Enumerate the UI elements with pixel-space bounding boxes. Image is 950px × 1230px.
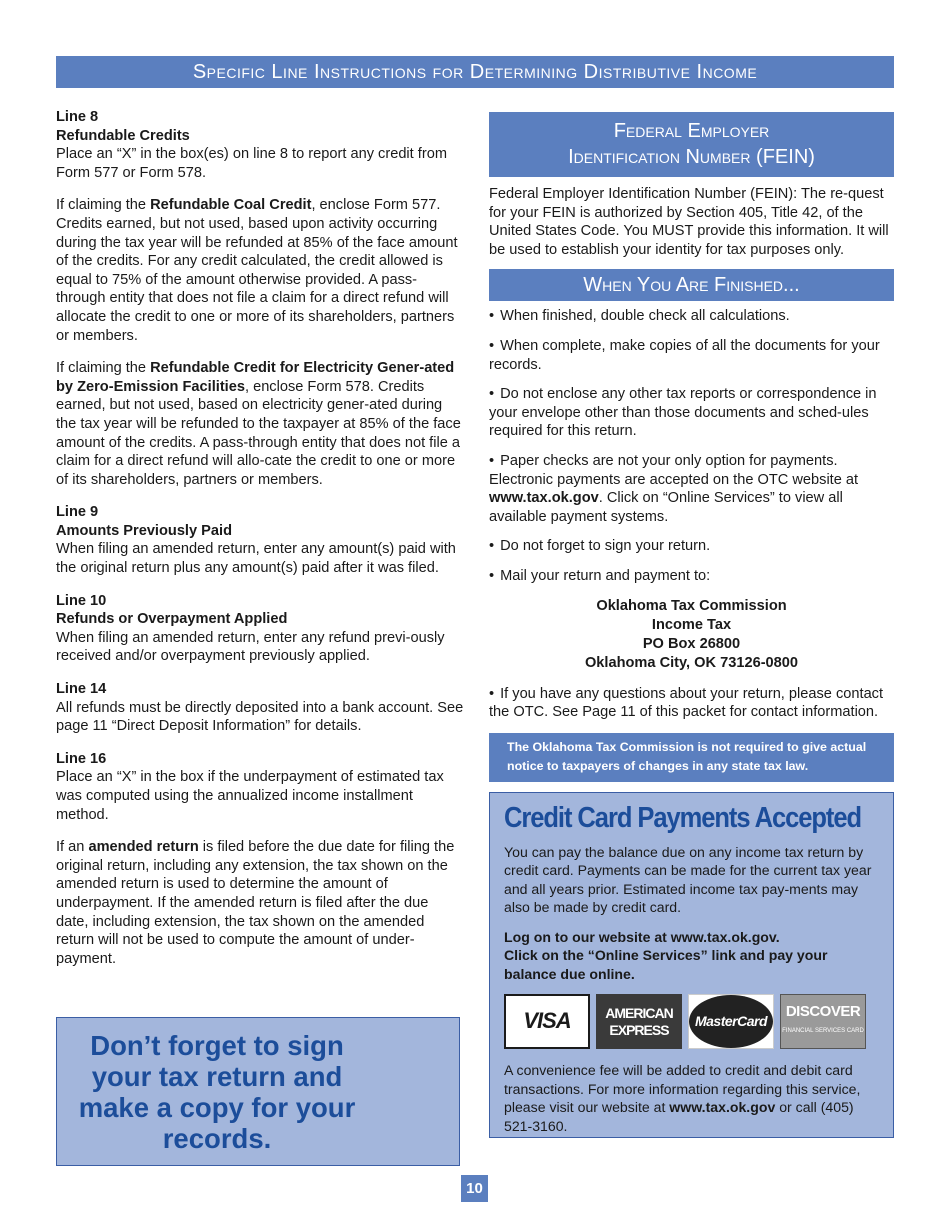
credit-card-intro: You can pay the balance due on any income tax return by credit card. Payments can be made for the current tax year and all years prior. Estimated income tax pay-ments may also be made by credit card. xyxy=(504,843,872,916)
bullet-glyph: • xyxy=(489,567,495,584)
credit-card-instructions xyxy=(504,928,879,984)
bullet-glyph: • xyxy=(489,308,495,325)
address-line: PO Box 26800 xyxy=(642,635,741,652)
discover-text: DISCOVER xyxy=(785,1003,861,1021)
amended-bold: amended return xyxy=(88,839,199,856)
bullet-glyph: • xyxy=(489,685,495,702)
credit-card-title: Credit Card Payments Accepted xyxy=(504,801,862,834)
visa-text: VISA xyxy=(523,1008,571,1034)
amended-post: is filed before the due date for filing the original return, including any extension, the tax shown on the amended return is used to determine the amount of underpayment. If the amended return is filed after the due date, including extension, the tax shown on the amended return will not be used to compute the amount of under-payment. xyxy=(56,839,455,967)
coal-credit-paragraph xyxy=(56,196,464,345)
amex-text-2: EXPRESS xyxy=(609,1021,669,1038)
fein-header xyxy=(489,112,894,177)
amended-pre: If an xyxy=(56,839,89,856)
bullet-text: When complete, make copies of all the documents for your records. xyxy=(489,337,880,373)
bullet-glyph: • xyxy=(489,538,495,555)
line-10-text: When filing an amended return, enter any refund previ-ously received and/or overpayment previously applied. xyxy=(56,629,445,665)
zero-emission-paragraph xyxy=(56,359,464,489)
line-9-section xyxy=(56,503,464,577)
mail-bullet-text: Mail your return and payment to: xyxy=(500,567,711,584)
line-16-section xyxy=(56,750,464,824)
bullet-text: Do not enclose any other tax reports or correspondence in your envelope other than those documents and sched-ules required for this return. xyxy=(489,386,877,440)
card-logos xyxy=(504,994,879,1049)
amended-return-paragraph xyxy=(56,838,464,968)
payments-post: . Click on “Online Services” to view all available payment systems. xyxy=(489,490,843,525)
line-9-title: Amounts Previously Paid xyxy=(56,522,232,539)
line-9-text: When filing an amended return, enter any amount(s) paid with the original return plus any amount(s) paid after it was filed. xyxy=(56,541,456,577)
finished-header: When You Are Finished... xyxy=(489,269,894,301)
zero-pre: If claiming the xyxy=(56,360,151,377)
coal-bold: Refundable Coal Credit xyxy=(150,197,312,214)
right-column xyxy=(489,112,894,1138)
mastercard-circle xyxy=(689,995,773,1048)
payments-pre: Paper checks are not your only option for payments. Electronic payments are accepted on the OTC website at xyxy=(489,452,859,488)
fee-pre: A convenience fee will be added to credit and debit card transactions. For more information regarding this service, please visit our website at xyxy=(504,1062,861,1116)
line-14-number: Line 14 xyxy=(56,681,107,698)
bullet-item xyxy=(489,685,894,722)
convenience-fee-text xyxy=(504,1061,879,1135)
fein-header-line-2: Identification Number (FEIN) xyxy=(568,146,815,168)
bullet-item xyxy=(489,307,894,326)
line-10-section xyxy=(56,592,464,666)
sign-bullet-text: Do not forget to sign your return. xyxy=(500,538,711,555)
left-column xyxy=(56,108,464,982)
zero-bold: Refundable Credit for Electricity Gener-ated by Zero-Emission Facilities xyxy=(56,360,455,395)
address-line: Oklahoma Tax Commission xyxy=(596,597,787,614)
credit-card-box xyxy=(489,792,894,1138)
bullet-item xyxy=(489,567,894,586)
tax-law-notice: The Oklahoma Tax Commission is not required to give actual notice to taxpayers of changes in any state tax law. xyxy=(489,733,894,782)
fein-header-line-1: Federal Employer xyxy=(613,120,770,142)
line-16-text: Place an “X” in the box if the underpayment of estimated tax was computed using the annualized income installment method. xyxy=(56,769,444,823)
line-8-number: Line 8 xyxy=(56,109,99,125)
bullet-glyph: • xyxy=(489,337,495,354)
bullet-item xyxy=(489,537,894,556)
payments-website: www.tax.ok.gov xyxy=(489,490,599,507)
line-16-number: Line 16 xyxy=(56,750,107,767)
address-line: Income Tax xyxy=(651,616,732,633)
fein-text: Federal Employer Identification Number (FEIN): The re-quest for your FEIN is authorized by Section 405, Title 42, of the United States Code. You MUST provide this information. It will be used to establish your identity for tax purposes only. xyxy=(489,186,889,258)
line-10-title: Refunds or Overpayment Applied xyxy=(56,611,288,628)
discover-logo xyxy=(780,994,866,1049)
bullet-glyph: • xyxy=(489,452,495,469)
bullet-item xyxy=(489,452,894,526)
bullet-glyph: • xyxy=(489,386,495,403)
visa-logo xyxy=(504,994,590,1049)
page-number: 10 xyxy=(461,1175,488,1202)
fee-post: or call (405) 521-3160. xyxy=(504,1099,854,1134)
fee-website: www.tax.ok.gov xyxy=(669,1099,776,1116)
mailing-address xyxy=(489,597,894,673)
coal-pre: If claiming the xyxy=(56,197,151,214)
bullet-text: When finished, double check all calculations. xyxy=(500,308,790,325)
bullet-item xyxy=(489,337,894,374)
log-on-text: Log on to our website at www.tax.ok.gov. xyxy=(504,928,780,945)
bullet-item xyxy=(489,385,894,441)
address-line: Oklahoma City, OK 73126-0800 xyxy=(584,654,799,671)
coal-post: , enclose Form 577. Credits earned, but not used, based upon activity occurring during the tax year will be refunded at 85% of the face amount of the credits. For any credit calculated, the credit allowed is equal to 75% of the amount otherwise provided. A pass-through entity that does not file a claim for a direct refund will allocate the credit to one or more of its shareholders, partners or members. xyxy=(56,197,458,344)
mastercard-logo xyxy=(688,994,774,1049)
line-10-number: Line 10 xyxy=(56,592,107,609)
section-banner: Specific Line Instructions for Determining Distributive Income xyxy=(56,56,894,88)
line-8-text: Place an “X” in the box(es) on line 8 to report any credit from Form 577 or Form 578. xyxy=(56,146,447,181)
amex-text-1: AMERICAN xyxy=(605,1004,673,1021)
line-14-section xyxy=(56,680,464,736)
zero-post: , enclose Form 578. Credits earned, but not used, based on electricity gener-ated during the tax year will be refunded to the taxpayer at 85% of the face amount of the credits. A pass-through entity that does not file a claim for a direct refund will allo-cate the credit to one or more of its shareholders, partners or members. xyxy=(56,378,461,488)
line-14-text: All refunds must be directly deposited into a bank account. See page 11 “Direct Deposit Information” for details. xyxy=(56,699,464,735)
click-online-text: Click on the “Online Services” link and pay your balance due online. xyxy=(504,947,828,982)
questions-text: If you have any questions about your return, please contact the OTC. See Page 11 of this packet for contact information. xyxy=(489,685,884,721)
american-express-logo xyxy=(596,994,682,1049)
line-9-number: Line 9 xyxy=(56,504,99,521)
finished-bullets xyxy=(489,307,894,721)
line-8-title: Refundable Credits xyxy=(56,127,190,144)
sign-reminder-text: Don’t forget to sign your tax return and make a copy for your records. xyxy=(78,1030,356,1154)
sign-reminder-box xyxy=(56,1017,460,1166)
line-8-section xyxy=(56,108,464,182)
discover-subtext: FINANCIAL SERVICES CARD xyxy=(782,1027,864,1034)
mastercard-text: MasterCard xyxy=(694,1013,768,1030)
